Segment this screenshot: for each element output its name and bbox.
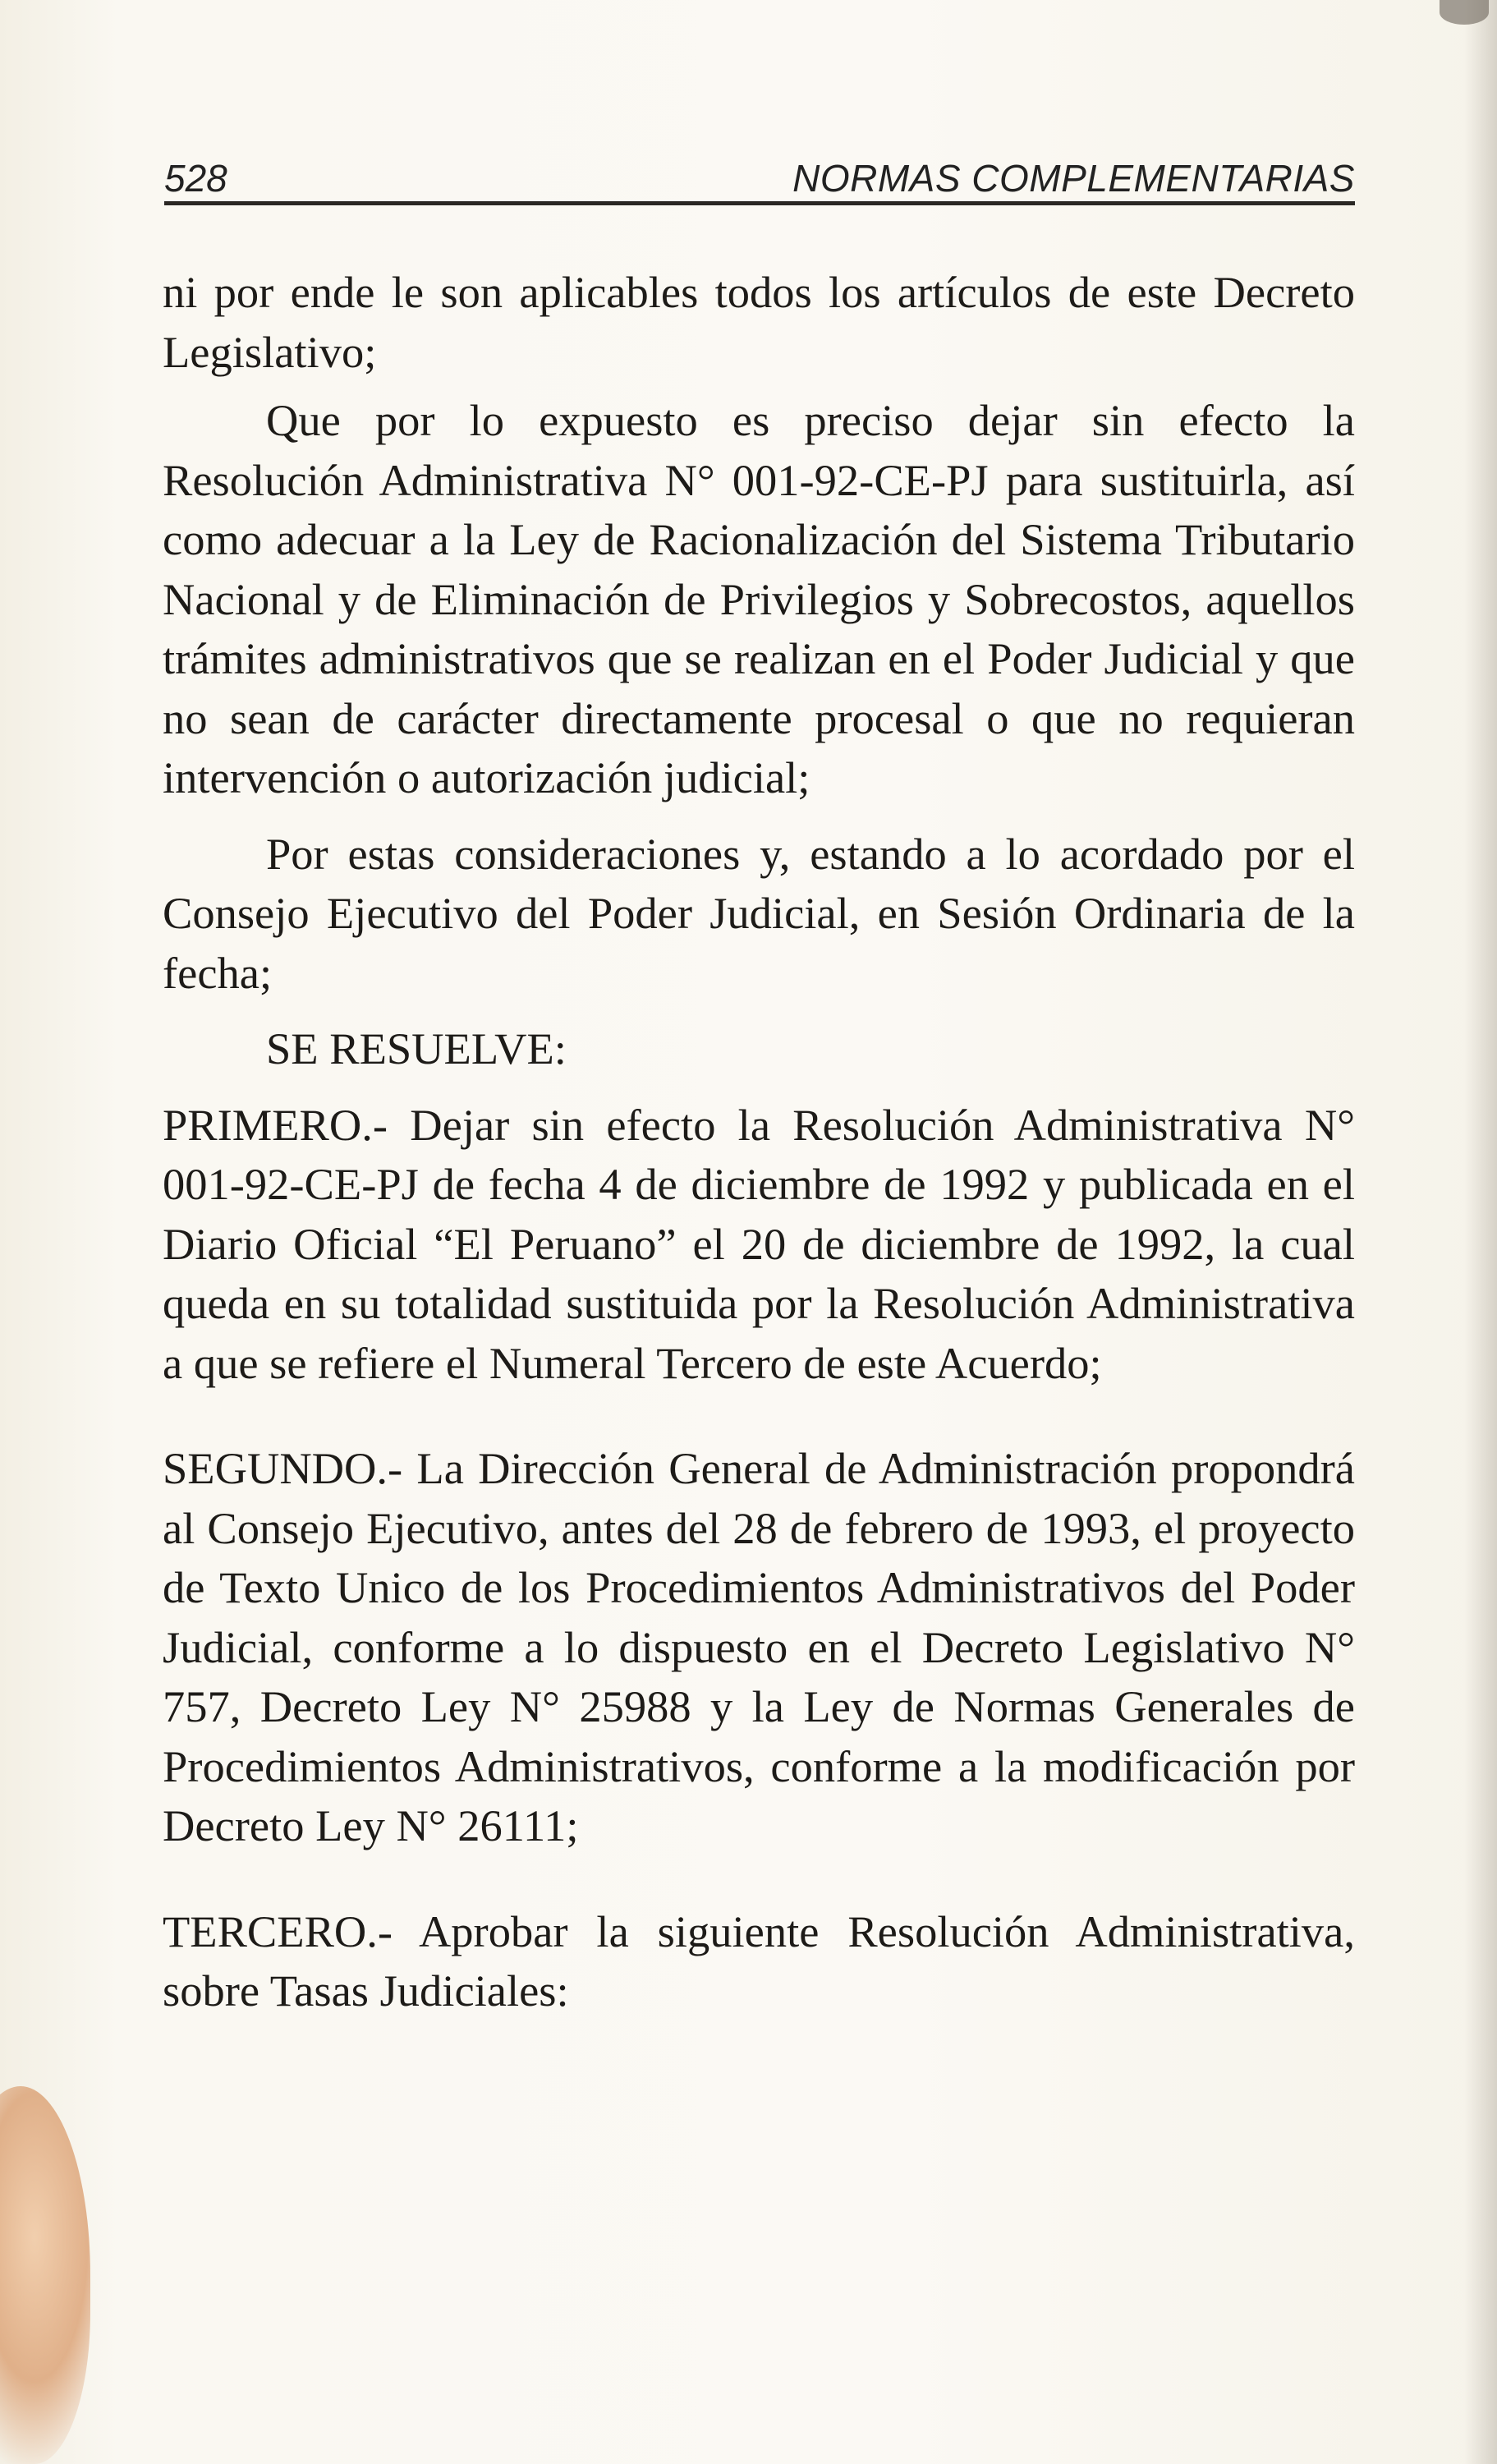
paragraph-considerando: Que por lo expuesto es preciso dejar sin efecto la Resolución Administrativa N° 001-92-CE-PJ para sustituirla, así como adecuar a la Ley de Racionalización del Sistema Tributario Nacional y de Eliminación de Privilegios y Sobrecostos, aquellos trámites administrativos que se realizan en el Poder Judicial y que no sean de carácter directamente procesal o que no requieran intervención o autorización judicial; [163,395,1355,802]
corner-mark [1440,0,1489,25]
article-tercero: TERCERO.- Aprobar la siguiente Resolución Administrativa, sobre Tasas Judiciales: [163,1905,1355,2016]
header-rule [164,201,1355,205]
spacer [163,1003,1355,1019]
paragraph-continuation: ni por ende le son aplicables todos los artículos de este Decreto Legislativo; [163,267,1355,377]
page-number: 528 [164,157,227,200]
spacer [163,1856,1355,1902]
running-head: NORMAS COMPLEMENTARIAS [792,157,1355,200]
spacer [163,1393,1355,1439]
spacer [163,382,1355,391]
article-segundo: SEGUNDO.- La Dirección General de Administración propondrá al Consejo Ejecutivo, antes del 28 de febrero de 1993, el proyecto de Texto Unico de los Procedimientos Administrativos del Poder Judicial, conforme a lo dispuesto en el Decreto Legislativo N° 757, Decreto Ley N° 25988 y la Ley de Normas Generales de Procedimientos Administrativos, conforme a la modificación por Decreto Ley N° 26111; [163,1443,1355,1850]
spacer [163,808,1355,825]
margin-stain [0,2086,90,2464]
page-edge-shadow [1464,0,1497,2464]
paragraph-consideraciones: Por estas consideraciones y, estando a lo acordado por el Consejo Ejecutivo del Poder Judicial, en Sesión Ordinaria de la fecha; [163,828,1355,998]
body-text [163,263,1355,2021]
spacer [163,1079,1355,1096]
page-header [164,156,1355,205]
resolve-heading: SE RESUELVE: [266,1023,567,1073]
article-primero: PRIMERO.- Dejar sin efecto la Resolución Administrativa N° 001-92-CE-PJ de fecha 4 de diciembre de 1992 y publicada en el Diario Oficial “El Peruano” el 20 de diciembre de 1992, la cual queda en su totalidad sustituida por la Resolución Administrativa a que se refiere el Numeral Tercero de este Acuerdo; [163,1099,1355,1388]
